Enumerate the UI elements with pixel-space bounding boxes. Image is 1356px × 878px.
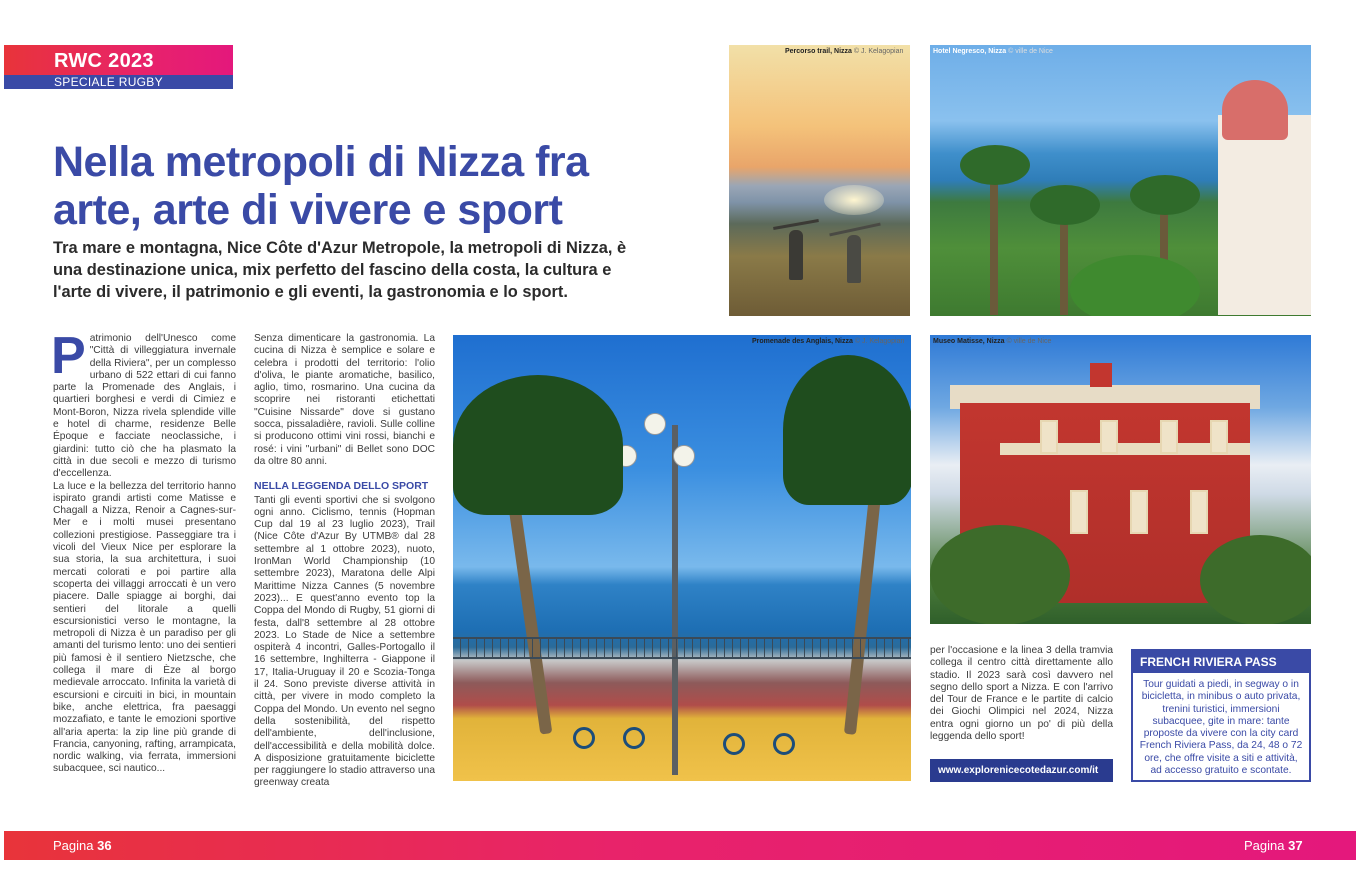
- article-column-1: [51, 327, 236, 776]
- riviera-pass-box: [1131, 649, 1311, 782]
- pass-body: Tour guidati a piedi, in segway o in bicicletta, in minibus o auto privata, trenini turistici, immersioni subacquee, gite in mare: tante proposte da vivere con la city card French Riviera Pass, da 24, 48 o 72 ore, che offre visite a siti e attività, ad accesso gratuito e scontate.: [1139, 679, 1303, 777]
- page-number-left: Pagina 36: [53, 838, 112, 853]
- article-column-3: [930, 645, 1113, 743]
- website-link[interactable]: www.explorenicecotedazur.com/it: [930, 759, 1113, 782]
- article-column-2: [254, 333, 435, 790]
- paragraph: atrimonio dell'Unesco come "Città di villeggiatura invernale della Riviera", per un complesso urbano di 522 ettari di cui fanno parte la Promenade des Anglais, i quartieri borghesi e verdi di Cimiez e Mont-Boron, Nizza rivela splendide ville e hotel di charme, residenze Belle Époque e facciate neoclassiche, i giardini: tutto ciò che ha plasmato la città in due secoli e mezzo di turismo d'eccellenza.: [53, 333, 236, 480]
- photo-matisse: [930, 335, 1311, 624]
- drop-cap: P: [51, 327, 86, 385]
- badge-subtitle: SPECIALE RUGBY: [4, 75, 233, 89]
- photo-trail: [729, 45, 910, 316]
- photo-negresco: [930, 45, 1311, 316]
- paragraph: La luce e la bellezza del territorio hanno ispirato grandi artisti come Matisse e Chagall a Nizza, Renoir a Cagnes-sur-Mer e i molti musei presentano collezioni prestigiose. Passeggiare tra i vicoli del Vieux Nice per esplorare la sua storia, la sua architettura, i suoi mercati colorati e poi partire alla scoperta dei villaggi arroccati è un vero piacere. Dalle spiagge ai borghi, dai sentieri del litorale a quelli escursionistici verso le montagne, la metropoli di Nizza è un paradiso per gli amanti del turismo lento: uno dei sentieri più famosi è il sentiero Nietzsche, che collega il mare di Èze al borgo medievale arroccato. Infinita la varietà di escursioni e circuiti in bici, in mountain bike, anche elettrica, fra paesaggi mozzafiato, e tante le emozioni sportive all'aria aperta: la zip line più grande di Francia, canyoning, rafting, arrampicata, nordic walking, via ferrata, immersioni subacquee, sci nautico...: [53, 480, 236, 775]
- photo-promenade: [453, 335, 911, 781]
- section-badge: [4, 45, 233, 89]
- article-title: Nella metropoli di Nizza fra arte, arte di vivere e sport: [53, 138, 589, 234]
- page-footer-bar: [4, 831, 1356, 860]
- photo-caption-matisse: Museo Matisse, Nizza © ville de Nice: [933, 338, 1052, 345]
- article-lead: Tra mare e montagna, Nice Côte d'Azur Metropole, la metropoli di Nizza, è una destinazione unica, mix perfetto del fascino della costa, la cultura e l'arte di vivere, il patrimonio e gli eventi, la gastronomia e lo sport.: [53, 239, 627, 301]
- page-number-right: Pagina 37: [1244, 838, 1303, 853]
- pass-title: FRENCH RIVIERA PASS: [1133, 651, 1309, 673]
- paragraph: Senza dimenticare la gastronomia. La cucina di Nizza è semplice e solare e celebra i prodotti del territorio: l'olio d'oliva, le piante aromatiche, basilico, aglio, timo, rosmarino. Una cucina da scoprire nei ristoranti etichettati "Cuisine Nissarde" dove si gustano socca, pissaladière, ravioli. Sulle colline si producono ottimi vini rossi, bianchi e rosé: i vini "urbani" di Bellet sono DOC da oltre 80 anni.: [254, 333, 435, 467]
- photo-caption-negresco: Hotel Negresco, Nizza © ville de Nice: [933, 48, 1053, 55]
- photo-caption-promenade: Promenade des Anglais, Nizza © J. Kelagopian: [752, 338, 905, 345]
- section-subhead: NELLA LEGGENDA DELLO SPORT: [254, 480, 429, 493]
- paragraph: Tanti gli eventi sportivi che si svolgono ogni anno. Ciclismo, tennis (Hopman Cup dal 19 al 23 luglio 2023), Trail (Nice Côte d'Azur By UTMB® dal 28 settembre al 1 ottobre 2023), nuoto, IronMan World Championship (10 settembre 2023), Maratona delle Alpi Marittime Nizza Cannes (5 novembre 2023)... E quest'anno evento top la Coppa del Mondo di Rugby, 51 giorni di festa, dall'8 settembre al 28 ottobre 2023. Lo Stade de Nice a settembre ospiterà 4 incontri, Galles-Portogallo il 16 settembre, Inghilterra - Giappone il 17, Italia-Uruguay il 20 e Scozia-Tonga il 24. Sono previste diverse attività in città, per vivere in modo completo la Coppa del Mondo. Un evento nel segno della sostenibilità, del rispetto dell'ambiente, dell'inclusione, dell'accessibilità e della mobilità dolce. A disposizione gratuitamente biciclette per raggiungere lo stadio attraverso una greenway creata: [254, 494, 435, 789]
- badge-title: RWC 2023: [4, 45, 233, 75]
- paragraph: per l'occasione e la linea 3 della tramvia collega il centro città direttamente allo stadio. Il 2023 sarà così davvero nel segno dello sport a Nizza. E con l'arrivo del Tour de France e le partite di calcio dei Giochi Olimpici nel 2024, Nizza entra ogni giorno un po' di più della leggenda dello sport!: [930, 645, 1113, 743]
- photo-caption-trail: Percorso trail, Nizza © J. Kelagopian: [785, 48, 904, 55]
